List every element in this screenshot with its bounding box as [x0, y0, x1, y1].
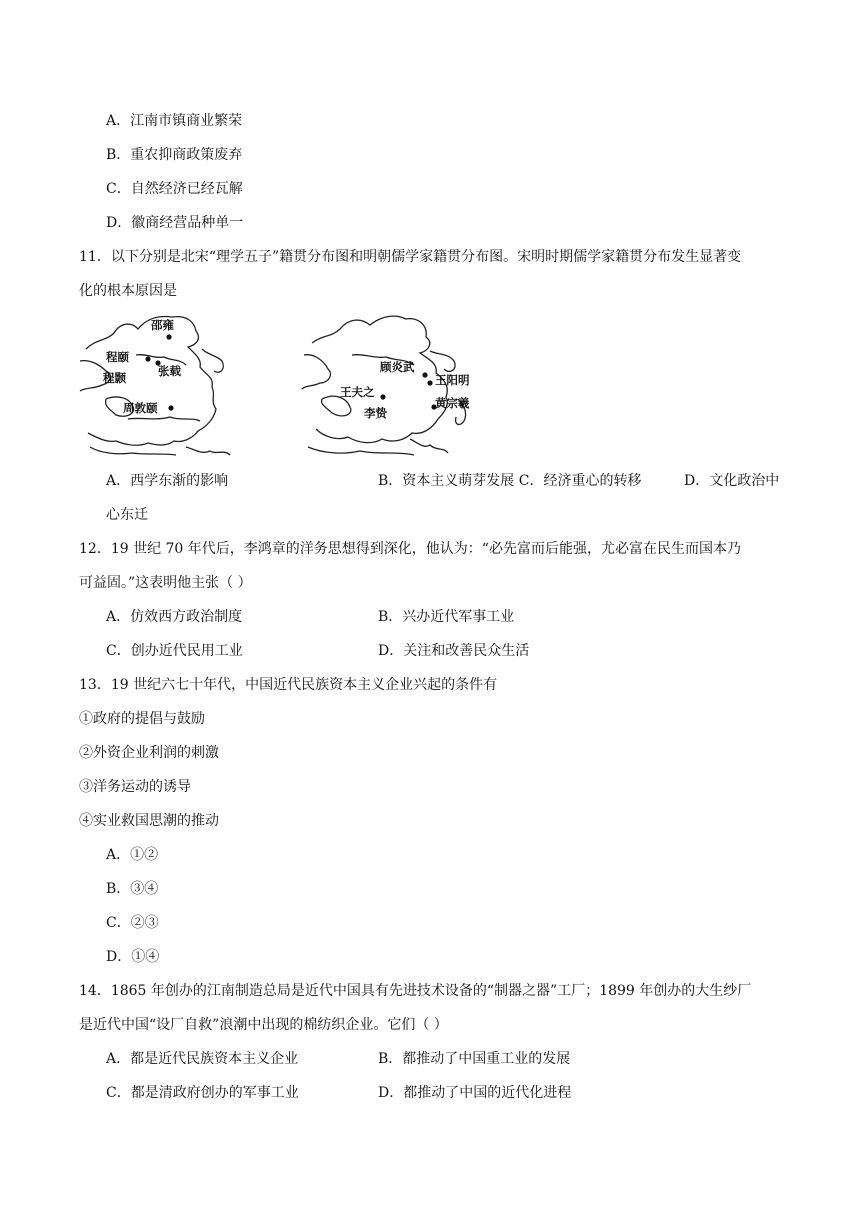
map1-label-zhoudunyi: 周敦颐 — [123, 401, 158, 415]
q10-option-c: C．自然经济已经瓦解 — [106, 181, 243, 197]
q13-option-a: A．①② — [106, 847, 159, 863]
q12-option-d: D．关注和改善民众生活 — [378, 643, 530, 659]
q13-stem: 13．19 世纪六七十年代，中国近代民族资本主义企业兴起的条件有 — [79, 677, 498, 693]
map2-label-lizhi: 李贽 — [364, 406, 387, 420]
q10-option-b: B．重农抑商政策废弃 — [106, 147, 243, 163]
q14-option-c: C．都是清政府创办的军事工业 — [106, 1085, 299, 1101]
q14-option-b: B．都推动了中国重工业的发展 — [378, 1051, 571, 1067]
q13-item-4: ④实业救国思潮的推动 — [79, 813, 219, 829]
q12-option-b: B．兴办近代军事工业 — [378, 609, 515, 625]
map1-label-chenghao: 程颢 — [103, 371, 126, 385]
q13-item-2: ②外资企业利润的刺激 — [79, 745, 219, 761]
q13-item-1: ①政府的提倡与鼓励 — [79, 711, 205, 727]
q13-item-3: ③洋务运动的诱导 — [79, 779, 191, 795]
q14-stem-line1: 14．1865 年创办的江南制造总局是近代中国具有先进技术设备的“制器之器”工厂；1899 年创办的大生纱厂 — [79, 983, 752, 999]
q11-option-a: A．西学东渐的影响 — [106, 473, 229, 489]
map1-label-zhangzai: 张载 — [158, 364, 181, 378]
q13-option-c: C．②③ — [106, 915, 159, 931]
q12-option-c: C．创办近代民用工业 — [106, 643, 243, 659]
q14-option-a: A．都是近代民族资本主义企业 — [106, 1051, 299, 1067]
map2-label-wangyangming: 王阳明 — [435, 373, 470, 387]
q13-option-d: D．①④ — [106, 949, 160, 965]
map2-label-wangfuzhi: 王夫之 — [340, 385, 375, 399]
q10-option-a: A．江南市镇商业繁荣 — [106, 113, 243, 129]
q12-stem-line1: 12．19 世纪 70 年代后，李鸿章的洋务思想得到深化，他认为：“必先富而后能强，尤必富在民生而国本乃 — [79, 541, 741, 557]
song-scholars-map — [76, 309, 234, 459]
q12-option-a: A．仿效西方政治制度 — [106, 609, 243, 625]
ming-scholars-map — [298, 309, 482, 459]
map1-label-shaoyong: 邵雍 — [151, 318, 174, 332]
map2-label-huangzongxi: 黄宗羲 — [435, 396, 470, 410]
q11-stem-line1: 11．以下分别是北宋“理学五子”籍贯分布图和明朝儒学家籍贯分布图。宋明时期儒学家籍贯分布发生显著变 — [79, 249, 742, 265]
q11-option-d-cont: 心东迁 — [106, 507, 148, 523]
q10-option-d: D．徽商经营品种单一 — [106, 215, 244, 231]
q13-option-b: B．③④ — [106, 881, 159, 897]
q12-stem-line2: 可益固。”这表明他主张（ ） — [79, 575, 252, 591]
q14-stem-line2: 是近代中国“设厂自救”浪潮中出现的棉纺织企业。它们（ ） — [79, 1017, 448, 1033]
q14-option-d: D．都推动了中国的近代化进程 — [378, 1085, 572, 1101]
q11-option-d: D．文化政治中 — [684, 473, 780, 489]
map1-label-chengyi: 程颐 — [106, 350, 129, 364]
q11-option-bc: B．资本主义萌芽发展 C．经济重心的转移 — [378, 473, 642, 489]
map2-label-guyanwu: 顾炎武 — [380, 360, 415, 374]
q11-stem-line2: 化的根本原因是 — [79, 283, 177, 299]
